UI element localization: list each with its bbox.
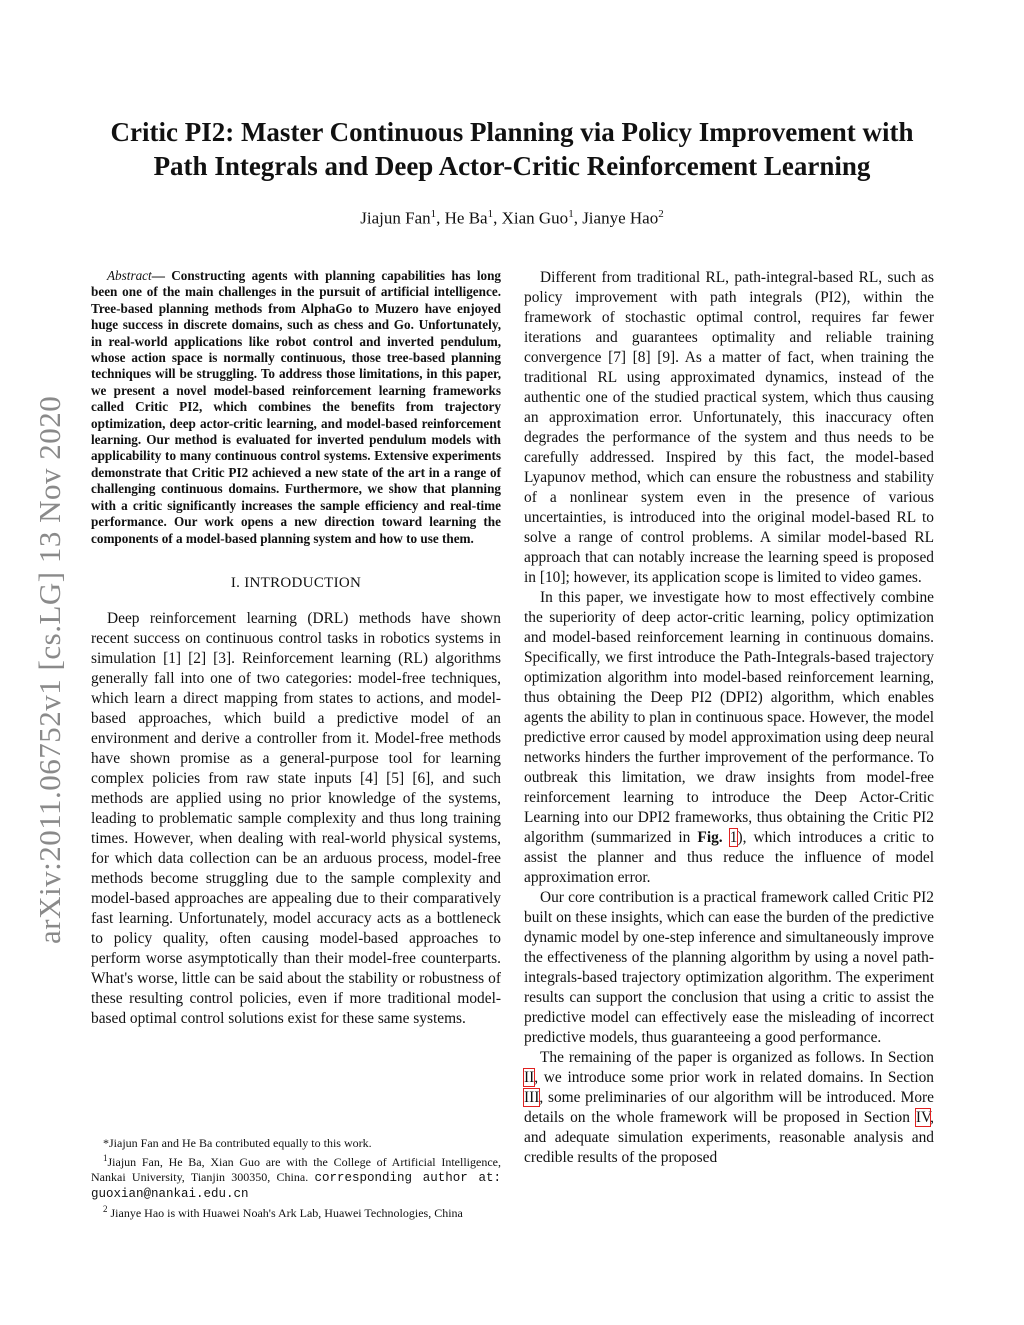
arxiv-stamp: arXiv:2011.06752v1 [cs.LG] 13 Nov 2020: [32, 395, 67, 944]
affiliation-mark: 2: [658, 208, 664, 220]
section-III-link[interactable]: III: [524, 1089, 540, 1106]
footnote-text: Jianye Hao is with Huawei Noah's Ark Lab, Huawei Technologies, China: [107, 1206, 463, 1220]
affiliation-mark: 1: [487, 208, 494, 220]
author-name: He Ba: [444, 208, 488, 228]
footnote-mark: 2: [103, 1204, 108, 1214]
section-II-link[interactable]: II: [524, 1069, 535, 1086]
paragraph-text: The remaining of the paper is organized as follows. In Section: [540, 1049, 934, 1066]
footnotes: [91, 1136, 501, 1221]
intro-paragraph: Deep reinforcement learning (DRL) methods have shown recent success on continuous control tasks in robotics systems in simulation [1] [2] [3]. Reinforcement learning (RL) algorithms generally fall into one of two categories: model-free techniques, which learn a direct mapping from states to actions, and model-based approaches, which build a predictive model of an environment and derive a controller from it. Model-free methods have shown promise as a general-purpose tool for learning complex policies from raw state inputs [4] [5] [6], and such methods are applied using no prior knowledge of the systems, leading to problematic sample complexity and thus long training times. However, when dealing with real-world physical systems, for which data collection can be an arduous process, model-free methods become struggling due to the sample complexity and model-based approaches are appealing due to their comparatively fast learning. Unfortunately, model accuracy acts as a bottleneck to policy quality, often causing model-based approaches to perform worse asymptotically than their model-free counterparts. What's worse, little can be said about the stability or robustness of these resulting control policies, even if more traditional model-based optimal control solutions exist for these same systems.: [91, 609, 501, 1027]
footnote-mark: 1: [103, 1153, 108, 1163]
figure-reference-label: Fig.: [697, 829, 730, 846]
left-column: [91, 268, 501, 1029]
footnote-affiliation-2: [91, 1202, 501, 1221]
paragraph-text: In this paper, we investigate how to most effectively combine the superiority of deep actor-critic learning, policy optimization and model-based reinforcement learning in continuous domains. Specifically, we first introduce the Path-Integrals-based trajectory optimization algorithm into model-based reinforcement learning, thus obtaining the Deep PI2 (DPI2) algorithm, which enables agents the ability to plan in continuous space. However, the model predictive error caused by model approximation using deep neural networks hinders the further improvement of the performance. To outbreak this limitation, we draw insights from model-free reinforcement learning to introduce the Deep Actor-Critic Learning into our DPI2 frameworks, thus obtaining the Critic PI2 algorithm (summarized in: [524, 589, 934, 846]
paragraph-text: , some preliminaries of our algorithm will be introduced. More details on the whole framework will be proposed in Section: [524, 1089, 934, 1126]
abstract: [91, 268, 501, 547]
abstract-text: Constructing agents with planning capabilities has long been one of the main challenges in the pursuit of artificial intelligence. Tree-based planning methods from AlphaGo to Muzero have enjoyed huge success in discrete domains, such as chess and Go. Unfortunately, in real-world applications like robot control and inverted pendulum, whose action space is normally continuous, those tree-based planning techniques will be struggling. To address those limitations, in this paper, we present a novel model-based reinforcement learning frameworks called Critic PI2, which combines the benefits from trajectory optimization, deep actor-critic learning, and model-based reinforcement learning. Our method is evaluated for inverted pendulum models with applicability to many continuous control systems. Extensive experiments demonstrate that Critic PI2 achieved a new state of the art in a range of challenging continuous domains. Furthermore, we show that planning with a critic significantly increases the sample efficiency and real-time performance. Our work opens a new direction toward learning the components of a model-based planning system and how to use them.: [91, 268, 502, 546]
paper-title: [60, 115, 964, 183]
affiliation-mark: 1: [430, 208, 437, 220]
paragraph-text: ), which introduces a critic to assist the planner and thus reduce the influence of model approximation error.: [524, 829, 934, 886]
section-IV-link[interactable]: IV: [915, 1109, 931, 1126]
corresponding-author-email[interactable]: corresponding author at: guoxian@nankai.edu.cn: [91, 1171, 501, 1201]
section-heading-introduction: I. INTRODUCTION: [230, 574, 362, 591]
footnote-text: Jiajun Fan, He Ba, Xian Guo are with the College of Artificial Intelligence, Nankai University, Tianjin 300350, China.: [91, 1155, 501, 1184]
author-name: Jianye Hao: [582, 208, 659, 228]
title-line-1: Critic PI2: Master Continuous Planning via Policy Improvement with: [110, 117, 914, 147]
figure-1-link[interactable]: 1: [729, 829, 738, 846]
affiliation-mark: 1: [568, 208, 574, 220]
paragraph-text: , we introduce some prior work in related domains. In Section: [534, 1069, 934, 1086]
intro-paragraph: [524, 588, 934, 888]
title-line-2: Path Integrals and Deep Actor-Critic Reinforcement Learning: [153, 151, 871, 181]
footnote-equal-contribution: *Jiajun Fan and He Ba contributed equally to this work.: [103, 1136, 372, 1150]
abstract-label: Abstract: [107, 268, 152, 283]
abstract-dash: —: [151, 268, 172, 283]
author-separator: ,: [436, 208, 445, 228]
author-name: Xian Guo: [501, 208, 569, 228]
right-column: [524, 268, 934, 1168]
intro-paragraph: Our core contribution is a practical framework called Critic PI2 built on these insights, which can ease the burden of the predictive dynamic model by one-step inference and simultaneously improve the effectiveness of the planning algorithm by using a novel path-integrals-based trajectory optimization algorithm. The experiment results can support the conclusion that using a critic to assist the predictive model can effectively ease the misleading of incorrect predictive models, thus guaranteeing a good performance.: [524, 889, 934, 1046]
intro-paragraph: [524, 1048, 934, 1168]
author-separator: ,: [493, 208, 502, 228]
footnote-affiliation-1: [91, 1151, 501, 1202]
author-name: Jiajun Fan: [360, 208, 431, 228]
intro-paragraph: Different from traditional RL, path-integral-based RL, such as policy improvement with path integrals (PI2), within the framework of stochastic optimal control, requires far fewer iterations and guarantees optimality and reliable training convergence [7] [8] [9]. As a matter of fact, when training the traditional RL using approximated dynamics, instead of the authentic one of the studied practical system, which thus causing an approximation error. Unfortunately, this inaccuracy often degrades the performance of the system and thus needs to be carefully addressed. Inspired by this fact, the model-based Lyapunov method, which can ensure the robustness and stability of a nonlinear system even in the presence of various uncertainties, is introduced into the original model-based RL to solve a range of control problems. A similar model-based RL approach that can notably increase the learning speed is proposed in [10]; however, its application scope is limited to video games.: [524, 269, 934, 586]
author-separator: ,: [573, 208, 583, 228]
paragraph-text: , and adequate simulation experiments, reasonable analysis and credible results of the proposed: [524, 1109, 934, 1166]
author-list: [60, 208, 964, 229]
